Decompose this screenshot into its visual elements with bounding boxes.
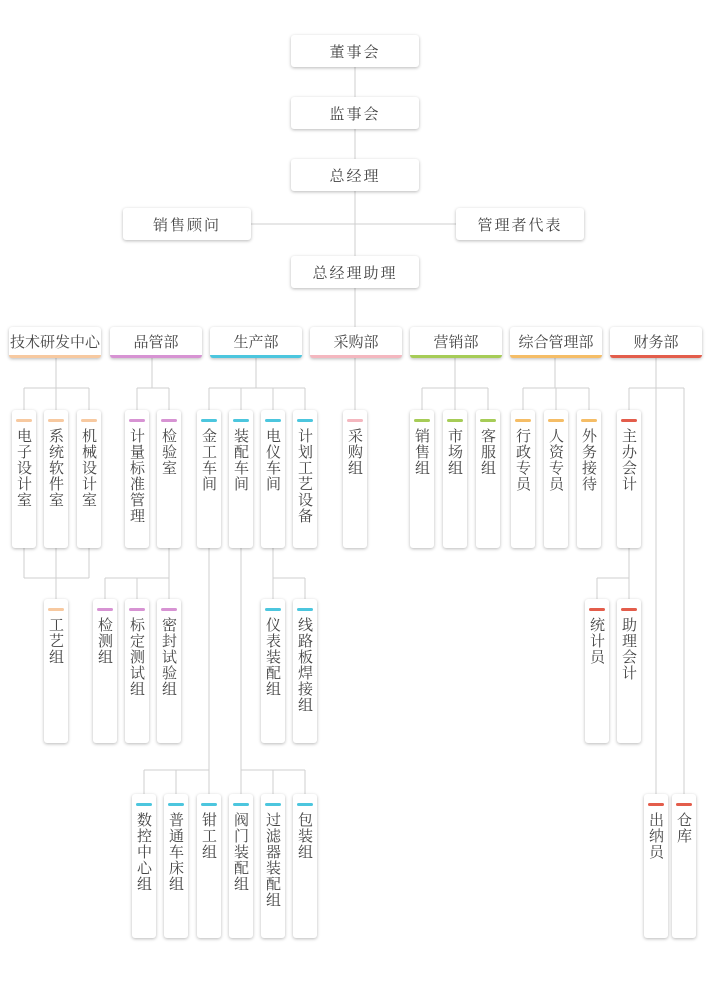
unit-kf <box>476 410 500 548</box>
unit-color-bar <box>676 803 692 806</box>
unit-color-bar <box>48 608 64 611</box>
unit-gy <box>44 599 68 743</box>
unit-label: 密封试验组 <box>160 617 178 697</box>
unit-fm <box>229 794 253 938</box>
unit-color-bar <box>265 419 281 422</box>
dept-admin: 综合管理部 <box>510 327 602 358</box>
board-box: 董事会 <box>291 35 419 67</box>
unit-color-bar <box>414 419 430 422</box>
unit-sk <box>132 794 156 938</box>
dept-production: 生产部 <box>210 327 302 358</box>
unit-color-bar <box>347 419 363 422</box>
unit-color-bar <box>129 608 145 611</box>
unit-jh <box>293 410 317 548</box>
unit-label: 计量标准管理 <box>128 428 146 524</box>
unit-color-bar <box>201 419 217 422</box>
unit-color-bar <box>297 419 313 422</box>
unit-label: 统计员 <box>588 617 606 665</box>
unit-cn <box>644 794 668 938</box>
unit-ws <box>577 410 601 548</box>
unit-jc <box>93 599 117 743</box>
unit-label: 线路板焊接组 <box>296 617 314 713</box>
unit-yb <box>261 599 285 743</box>
unit-color-bar <box>589 608 605 611</box>
dept-marketing: 营销部 <box>410 327 502 358</box>
unit-zp <box>229 410 253 548</box>
unit-color-bar <box>48 419 64 422</box>
unit-label: 检验室 <box>160 428 178 476</box>
unit-color-bar <box>161 608 177 611</box>
unit-ck <box>672 794 696 938</box>
unit-color-bar <box>515 419 531 422</box>
unit-label: 标定测试组 <box>128 617 146 697</box>
unit-color-bar <box>297 803 313 806</box>
unit-color-bar <box>297 608 313 611</box>
sales-consultant-box: 销售顾问 <box>123 208 251 240</box>
unit-color-bar <box>233 803 249 806</box>
unit-tj <box>585 599 609 743</box>
unit-label: 电子设计室 <box>15 428 33 508</box>
unit-label: 工艺组 <box>47 617 65 665</box>
unit-label: 出纳员 <box>647 812 665 860</box>
unit-zk <box>617 410 641 548</box>
unit-gl <box>261 794 285 938</box>
unit-rz <box>544 410 568 548</box>
unit-color-bar <box>648 803 664 806</box>
unit-xs <box>410 410 434 548</box>
unit-qg <box>197 794 221 938</box>
unit-label: 采购组 <box>346 428 364 476</box>
unit-label: 人资专员 <box>547 428 565 492</box>
unit-color-bar <box>480 419 496 422</box>
unit-color-bar <box>97 608 113 611</box>
unit-color-bar <box>265 803 281 806</box>
unit-label: 数控中心组 <box>135 812 153 892</box>
unit-label: 系统软件室 <box>47 428 65 508</box>
gm-assistant-box: 总经理助理 <box>291 256 419 288</box>
unit-color-bar <box>81 419 97 422</box>
unit-bz <box>293 794 317 938</box>
unit-label: 阀门装配组 <box>232 812 250 892</box>
unit-sc <box>443 410 467 548</box>
unit-label: 检测组 <box>96 617 114 665</box>
unit-color-bar <box>581 419 597 422</box>
unit-label: 机械设计室 <box>80 428 98 508</box>
unit-color-bar <box>168 803 184 806</box>
dept-tech: 技术研发中心 <box>9 327 101 358</box>
unit-label: 外务接待 <box>580 428 598 492</box>
unit-jx <box>77 410 101 548</box>
unit-label: 金工车间 <box>200 428 218 492</box>
dept-finance: 财务部 <box>610 327 702 358</box>
unit-label: 计划工艺设备 <box>296 428 314 524</box>
unit-xt <box>44 410 68 548</box>
unit-jl <box>125 410 149 548</box>
unit-mf <box>157 599 181 743</box>
unit-xz <box>511 410 535 548</box>
unit-label: 装配车间 <box>232 428 250 492</box>
dept-quality: 品管部 <box>110 327 202 358</box>
unit-dz <box>12 410 36 548</box>
unit-color-bar <box>161 419 177 422</box>
unit-label: 客服组 <box>479 428 497 476</box>
unit-jg <box>197 410 221 548</box>
manager-rep-box: 管理者代表 <box>456 208 584 240</box>
unit-color-bar <box>136 803 152 806</box>
unit-xl <box>293 599 317 743</box>
unit-color-bar <box>16 419 32 422</box>
unit-color-bar <box>621 419 637 422</box>
unit-label: 过滤器装配组 <box>264 812 282 908</box>
unit-label: 仓库 <box>675 812 693 844</box>
unit-label: 销售组 <box>413 428 431 476</box>
unit-label: 电仪车间 <box>264 428 282 492</box>
unit-zl <box>617 599 641 743</box>
unit-label: 行政专员 <box>514 428 532 492</box>
general-manager-box: 总经理 <box>291 159 419 191</box>
unit-label: 普通车床组 <box>167 812 185 892</box>
unit-label: 包装组 <box>296 812 314 860</box>
unit-color-bar <box>233 419 249 422</box>
unit-label: 市场组 <box>446 428 464 476</box>
unit-color-bar <box>621 608 637 611</box>
unit-color-bar <box>129 419 145 422</box>
unit-label: 助理会计 <box>620 617 638 681</box>
supervisors-box: 监事会 <box>291 97 419 129</box>
unit-dy <box>261 410 285 548</box>
unit-label: 主办会计 <box>620 428 638 492</box>
unit-cg <box>343 410 367 548</box>
unit-color-bar <box>447 419 463 422</box>
unit-jys <box>157 410 181 548</box>
unit-color-bar <box>201 803 217 806</box>
unit-label: 钳工组 <box>200 812 218 860</box>
unit-color-bar <box>265 608 281 611</box>
unit-label: 仪表装配组 <box>264 617 282 697</box>
unit-color-bar <box>548 419 564 422</box>
unit-bd <box>125 599 149 743</box>
unit-pt <box>164 794 188 938</box>
dept-purchasing: 采购部 <box>310 327 402 358</box>
